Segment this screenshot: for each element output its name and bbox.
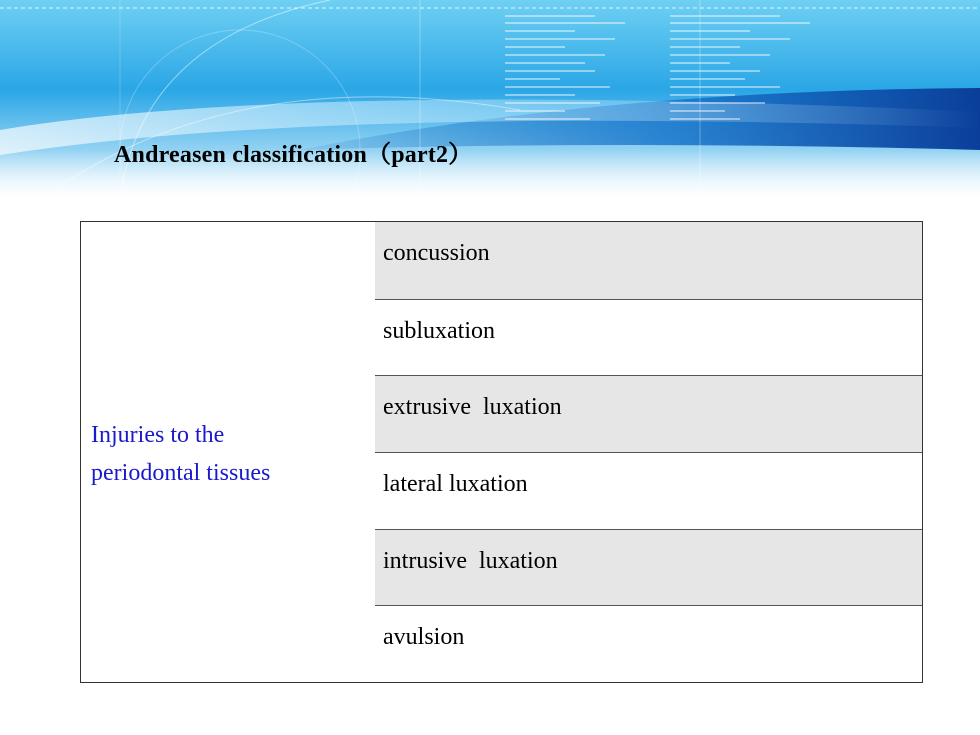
- injury-type-label: intrusive luxation: [383, 547, 558, 574]
- table-row: [375, 605, 922, 682]
- table-row: [375, 375, 922, 452]
- injury-type-label: extrusive luxation: [383, 394, 562, 421]
- header-banner: [0, 0, 980, 200]
- injury-type-label: lateral luxation: [383, 470, 528, 497]
- injury-type-label: concussion: [383, 240, 490, 266]
- classification-table: [80, 221, 923, 683]
- table-row: [375, 529, 922, 606]
- category-cell: [81, 222, 375, 682]
- table-row: [375, 452, 922, 529]
- banner-graphic: [0, 0, 980, 200]
- table-row: [375, 222, 922, 299]
- table-row: [375, 299, 922, 376]
- injury-types-column: [375, 222, 922, 682]
- injury-type-label: subluxation: [383, 317, 495, 344]
- injury-type-label: avulsion: [383, 624, 465, 651]
- category-label: Injuries to the periodontal tissues: [91, 422, 271, 486]
- slide-title: Andreasen classification（part2）: [114, 142, 473, 168]
